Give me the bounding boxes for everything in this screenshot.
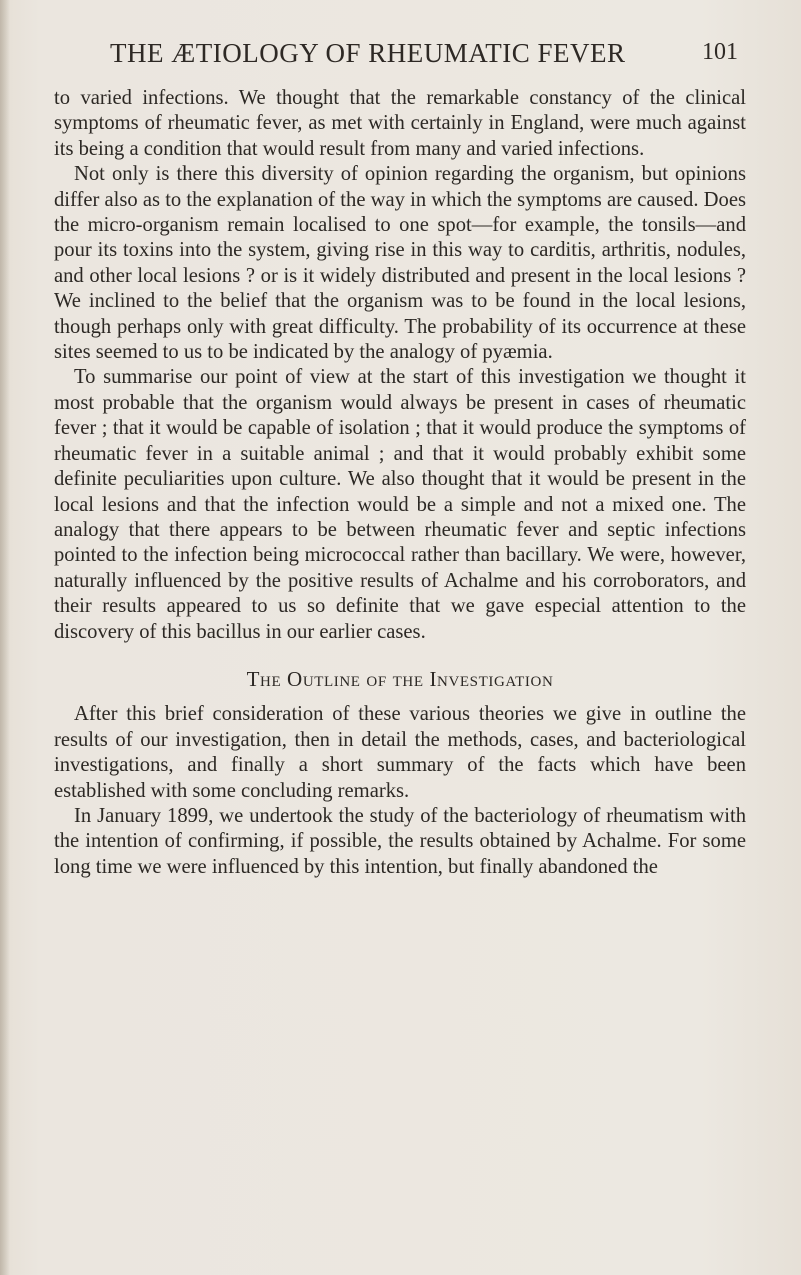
page-number: 101 — [702, 39, 738, 65]
page-header — [60, 34, 760, 74]
paragraph-1: to varied infections. We thought that the remarkable constancy of the clinical symptoms of rheumatic fever, as met with certainly in England, were much against its being a condition that would result from many and varied infections. — [54, 87, 746, 160]
page-gutter-shadow — [0, 0, 10, 1275]
paragraph-5: In January 1899, we undertook the study of the bacteriology of rheumatism with the intention of confirming, if possible, the results obtained by Achalme. For some long time we were influenced by this intention, but finally abandoned the — [54, 804, 746, 878]
paragraph-2: Not only is there this diversity of opinion regarding the organism, but opinions differ also as to the explanation of the way in which the symptoms are caused. Does the micro-organism remain localised to one spot—for example, the tonsils—and pour its toxins into the system, giving rise in this way to carditis, arthritis, nodules, and other local lesions ? or is it widely distributed and present in the local lesions ? We inclined to the belief that the organism was to be found in the local lesions, though perhaps only with great difficulty. The probability of its occurrence at these sites seemed to us to be indicated by the analogy of pyæmia. — [54, 163, 746, 364]
section-heading: The Outline of the Investigation — [246, 666, 554, 691]
paragraph-4: After this brief consideration of these various theories we give in outline the results of our investigation, then in detail the methods, cases, and bacteriological investigations, and finally a short summary of the facts which have been established with some concluding remarks. — [54, 703, 746, 802]
body-text — [54, 86, 746, 880]
running-head: THE ÆTIOLOGY OF RHEUMATIC FEVER — [110, 38, 626, 68]
paragraph-3: To summarise our point of view at the start of this investigation we thought it most probable that the organism would always be present in cases of rheumatic fever ; that it would be capable of isolation ; that it would produce the symptoms of rheumatic fever in a suitable animal ; and that it would probably exhibit some definite peculiarities upon culture. We also thought that it would be present in the local lesions and that the infection would be a simple and not a mixed one. The analogy that there appears to be between rheumatic fever and septic infections pointed to the infection being micrococcal rather than bacillary. We were, however, naturally influenced by the positive results of Achalme and his corroborators, and their results appeared to us so definite that we gave especial attention to the discovery of this bacillus in our earlier cases. — [54, 366, 746, 643]
